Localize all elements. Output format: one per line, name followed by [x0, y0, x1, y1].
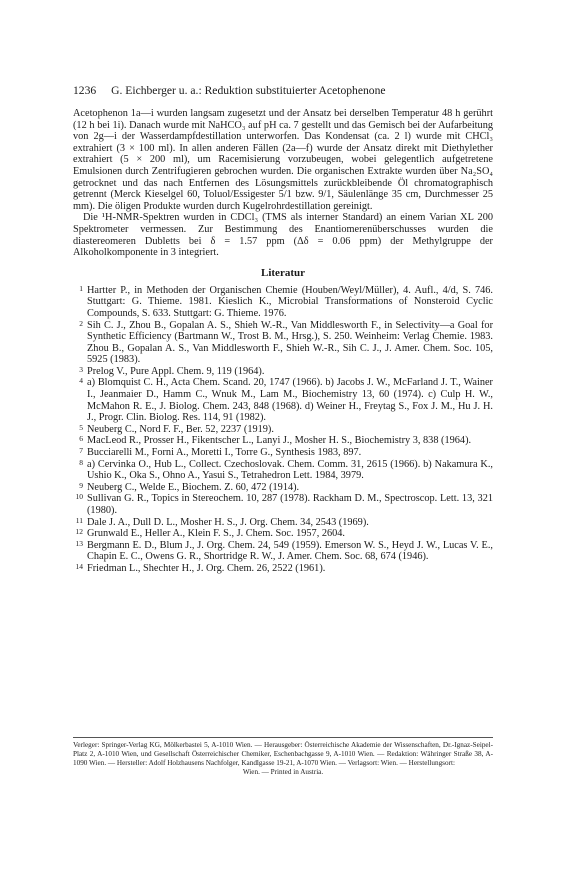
- literatur-heading: Literatur: [261, 266, 305, 279]
- reference-text: Dale J. A., Dull D. L., Mosher H. S., J. Org. Chem. 34, 2543 (1969).: [87, 516, 369, 528]
- article-page: [73, 84, 493, 575]
- running-header: [73, 84, 493, 98]
- reference-text: Sih C. J., Zhou B., Gopalan A. S., Shieh W.-R., Van Middlesworth F., in Selectivity—a Goal for Synthetic Efficiency (Bartmann W., Trost B. M., Hrsg.), S. 250. Weinheim: Verlag Chemie. 1983. Zhou B., Gopalan A. S., Van Middlesworth F., Shieh W.-R., Sih C. J., J. Amer. Chem. Soc. 105, 5925 (1983).: [87, 319, 493, 366]
- reference-text: Hartter P., in Methoden der Organischen Chemie (Houben/Weyl/Müller), 4. Aufl., 4/d, S. 746. Stuttgart: G. Thieme. 1981. Kieslich K., Microbial Transformations of Nonsteroid Cyclic Compounds, S. 633. Stuttgart: G. Thieme. 1976.: [87, 284, 493, 319]
- reference-text: Prelog V., Pure Appl. Chem. 9, 119 (1964).: [87, 365, 265, 377]
- reference-item: [73, 377, 493, 423]
- reference-item: [73, 528, 493, 540]
- page-number: 1236: [73, 84, 97, 97]
- footer-text: Verleger: Springer-Verlag KG, Mölkerbastei 5, A-1010 Wien. — Herausgeber: Österreichische Akademie der Wissenschaften, Dr.-Ignaz-Seipel-Platz 2, A-1010 Wien, und Gesellschaft Österreichischer Chemiker, Eschenbachgasse 9, A-1010 Wien. — Redaktion: Währinger Straße 38, A-1090 Wien. — Hersteller: Adolf Holzhausens Nachfolger, Kandlgasse 19-21, A-1070 Wien. — Verlagsort: Wien. — Herstellungsort:: [73, 741, 493, 767]
- reference-number: 9: [79, 480, 83, 490]
- reference-text: Neuberg C., Welde E., Biochem. Z. 60, 472 (1914).: [87, 481, 300, 493]
- reference-item: [73, 563, 493, 575]
- reference-text: Bergmann E. D., Blum J., J. Org. Chem. 24, 549 (1959). Emerson W. S., Heyd J. W., Lucas V. E., Chapin E. C., Owens G. R., Shortridge R. W., J. Amer. Chem. Soc. 68, 674 (1946).: [87, 539, 493, 563]
- reference-number: 10: [75, 492, 83, 502]
- body-paragraph-2: Die ¹H-NMR-Spektren wurden in CDCl₃ (TMS als interner Standard) an einem Varian XL 200 Spektrometer vermessen. Zur Bestimmung des Enantiomerenüberschusses wurden die diastereomeren Dubletts bei δ = 1.57 ppm (Δδ = 0.06 ppm) der Methylgruppe der Alkoholkomponente in 3 integriert.: [73, 212, 493, 259]
- reference-item: [73, 540, 493, 563]
- reference-number: 4: [79, 376, 83, 386]
- reference-number: 13: [75, 538, 83, 548]
- reference-text: Friedman L., Shechter H., J. Org. Chem. 26, 2522 (1961).: [87, 562, 326, 574]
- body-paragraph-1: Acetophenon 1a—i wurden langsam zugesetzt und der Ansatz bei derselben Temperatur 48 h gerührt (12 h bei 1i). Danach wurde mit NaHCO₃ auf pH ca. 7 gestellt und das Gemisch bei der Aufarbeitung von 2g—i der Wasserdampfdestillation unterworfen. Das Kondensat (ca. 2 l) wurde mit CHCl₃ extrahiert (3 × 100 ml). In allen anderen Fällen (2a—f) wurde der Ansatz direkt mit Diethylether extrahiert (5 × 200 ml), um Racemisierung vorzubeugen, wobei gelegentlich aufgetretene Emulsionen durch Zentrifugieren gebrochen wurden. Die organischen Extrakte wurden über Na₂SO₄ getrocknet und das nach Entfernen des Lösungsmittels zurückbleibende Öl chromatographisch getrennt (Merck Kieselgel 60, Toluol/Essigester 5/1 bzw. 9/1, Säulenlänge 35 cm, Durchmesser 25 mm). Die öligen Produkte wurden durch Kugelrohrdestillation gereinigt.: [73, 108, 493, 212]
- reference-item: [73, 424, 493, 436]
- publisher-footer: [73, 737, 493, 777]
- reference-item: [73, 320, 493, 366]
- reference-text: a) Blomquist C. H., Acta Chem. Scand. 20, 1747 (1966). b) Jacobs J. W., McFarland J. T., Wainer I., Jeanmaier D., Hamm C., Wnuk M., Lam M., Biochemistry 13, 60 (1974). c) Culp H. W., McMahon R. E., J. Biolog. Chem. 243, 848 (1968). d) Weiner H., Freytag S., Fox J. M., Hu J. H. J., Progr. Clin. Biolog. Res. 114, 91 (1982).: [87, 377, 493, 424]
- reference-number: 3: [79, 364, 83, 374]
- reference-number: 2: [79, 318, 83, 328]
- reference-item: [73, 447, 493, 459]
- running-title: G. Eichberger u. a.: Reduktion substituierter Acetophenone: [111, 84, 386, 97]
- reference-item: [73, 517, 493, 529]
- reference-item: [73, 493, 493, 516]
- reference-text: a) Cervinka O., Hub L., Collect. Czechoslovak. Chem. Comm. 31, 2615 (1966). b) Nakamura K., Ushio K., Oka S., Ohno A., Yasui S., Tetrahedron Lett. 1984, 3979.: [87, 458, 493, 482]
- reference-item: [73, 366, 493, 378]
- reference-item: [73, 285, 493, 320]
- reference-text: Grunwald E., Heller A., Klein F. S., J. Chem. Soc. 1957, 2604.: [87, 528, 346, 540]
- reference-number: 1: [79, 283, 83, 293]
- reference-list: [73, 285, 493, 575]
- reference-number: 8: [79, 457, 83, 467]
- reference-item: [73, 482, 493, 494]
- reference-item: [73, 435, 493, 447]
- reference-number: 11: [75, 515, 83, 525]
- reference-text: Sullivan G. R., Topics in Stereochem. 10, 287 (1978). Rackham D. M., Spectroscop. Lett. 13, 321 (1980).: [87, 493, 493, 516]
- footer-last-line: Wien. — Printed in Austria.: [242, 768, 324, 776]
- reference-text: Neuberg C., Nord F. F., Ber. 52, 2237 (1919).: [87, 423, 274, 435]
- reference-number: 5: [79, 422, 83, 432]
- reference-number: 6: [79, 434, 83, 444]
- reference-number: 7: [79, 446, 83, 456]
- reference-item: [73, 459, 493, 482]
- reference-text: Bucciarelli M., Forni A., Moretti I., Torre G., Synthesis 1983, 897.: [87, 447, 362, 459]
- reference-number: 14: [75, 561, 83, 571]
- reference-number: 12: [75, 527, 83, 537]
- reference-text: MacLeod R., Prosser H., Fikentscher L., Lanyi J., Mosher H. S., Biochemistry 3, 838 (1964).: [87, 435, 472, 447]
